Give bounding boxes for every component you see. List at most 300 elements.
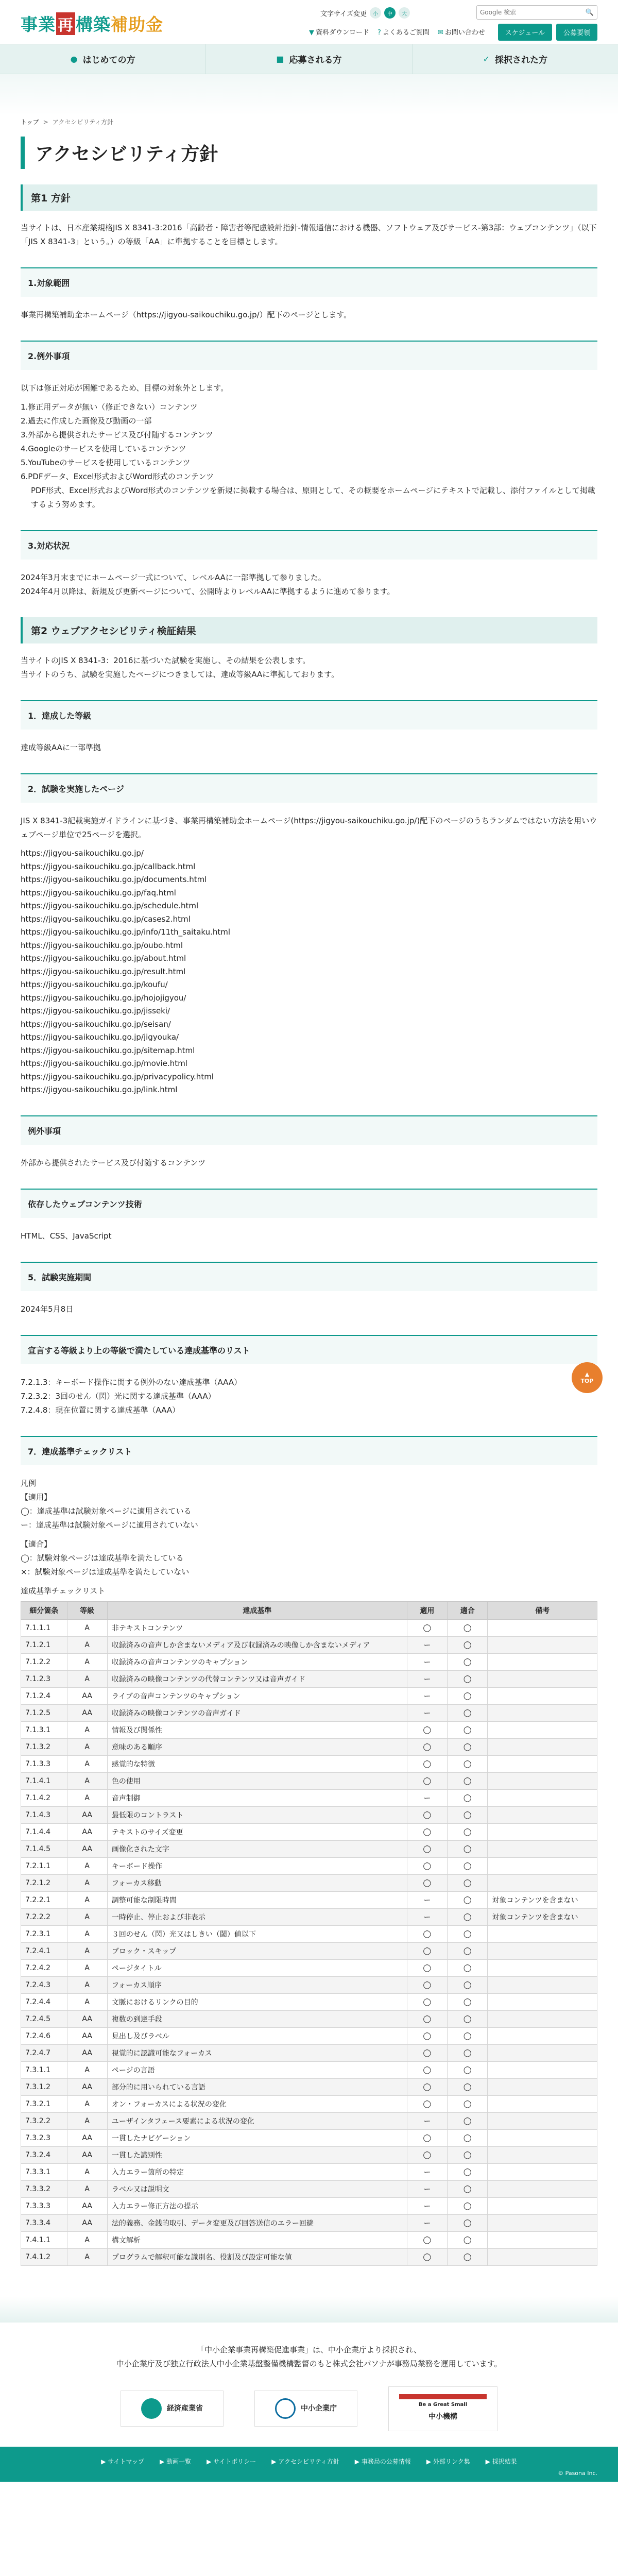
criterion-name: 一貫したナビゲーション: [107, 2129, 407, 2146]
download-label: 資料ダウンロード: [316, 29, 370, 37]
tested-page-url: https://jigyou-saikouchiku.go.jp/link.html: [21, 1085, 178, 1094]
table-row: [21, 2197, 597, 2214]
criterion-level: A: [67, 1857, 107, 1874]
conforms-mark: ◯: [448, 2112, 488, 2129]
criterion-name: 法的義務、金銭的取引、データ変更及び回答送信のエラー回避: [107, 2214, 407, 2231]
scope-text: 事業再構築補助金ホームページ（https://jigyou-saikouchiku.go.jp/）配下のページとします。: [21, 310, 352, 319]
criterion-id: 7.3.2.4: [21, 2146, 67, 2163]
criterion-level: A: [67, 1942, 107, 1959]
conforms-mark: ◯: [448, 1789, 488, 1806]
font-size-label: 文字サイズ変更: [320, 10, 367, 18]
criterion-name: 情報及び関係性: [107, 1721, 407, 1738]
criterion-name: 一貫した識別性: [107, 2146, 407, 2163]
legend-item: ×：試験対象ページは達成基準を満たしていない: [21, 1567, 190, 1577]
criterion-name: 非テキストコンテンツ: [107, 1619, 407, 1636]
list-item: 7.2.3.2：3回のせん（閃）光に関する達成基準（AAA）: [21, 1391, 216, 1401]
table-row: [21, 1687, 597, 1704]
conforms-mark: ◯: [448, 1976, 488, 1993]
remarks: [488, 1789, 597, 1806]
conforms-mark: ◯: [448, 1687, 488, 1704]
table-row: [21, 2078, 597, 2095]
criterion-level: A: [67, 2095, 107, 2112]
search-input[interactable]: [480, 9, 586, 16]
arrow-up-icon: ▲: [585, 1371, 590, 1378]
logo-text-1: 事業: [21, 14, 56, 35]
criterion-id: 7.4.1.1: [21, 2231, 67, 2248]
conforms-mark: ◯: [448, 2146, 488, 2163]
conforms-mark: ◯: [448, 2231, 488, 2248]
tested-page-url: https://jigyou-saikouchiku.go.jp/hojojigyou/: [21, 993, 186, 1003]
criterion-level: A: [67, 2061, 107, 2078]
applies-mark: ◯: [407, 1874, 447, 1891]
result-intro: 当サイトのうち、試験を実施したページにつきましては、達成等級AAに準拠しております。: [21, 670, 339, 679]
criterion-id: 7.1.4.1: [21, 1772, 67, 1789]
remarks: [488, 2248, 597, 2265]
remarks: [488, 2078, 597, 2095]
criterion-name: 意味のある順序: [107, 1738, 407, 1755]
conforms-mark: ◯: [448, 1857, 488, 1874]
footer-nav-link[interactable]: [426, 2457, 470, 2466]
criterion-level: AA: [67, 2129, 107, 2146]
tested-page-url: https://jigyou-saikouchiku.go.jp/privacypolicy.html: [21, 1072, 214, 1081]
check-icon: ✓: [483, 54, 490, 64]
list-item: 3.外部から提供されたサービス及び付随するコンテンツ: [21, 430, 213, 439]
criterion-id: 7.1.4.2: [21, 1789, 67, 1806]
contact-link[interactable]: [438, 27, 485, 37]
subsection-title: 依存したウェブコンテンツ技術: [21, 1189, 597, 1218]
table-row: [21, 2044, 597, 2061]
criterion-id: 7.1.3.3: [21, 1755, 67, 1772]
criterion-id: 7.2.3.1: [21, 1925, 67, 1942]
status-text: 2024年4月以降は、新規及び更新ページについて、公開時よりレベルAAに準拠するように進めて参ります。: [21, 587, 395, 596]
applies-mark: ◯: [407, 2061, 447, 2078]
contact-label: お問い合わせ: [444, 29, 485, 37]
legend-label: 【適合】: [21, 1539, 52, 1549]
remarks: [488, 1857, 597, 1874]
remarks: [488, 2061, 597, 2078]
breadcrumb-home[interactable]: トップ: [21, 118, 39, 126]
conforms-mark: ◯: [448, 1670, 488, 1687]
tech-text: HTML、CSS、JavaScript: [21, 1231, 112, 1241]
criterion-id: 7.1.2.4: [21, 1687, 67, 1704]
exceptions-list: [21, 400, 597, 512]
exceptions-intro: 以下は修正対応が困難であるため、目標の対象外とします。: [21, 383, 229, 393]
applies-mark: ◯: [407, 1976, 447, 1993]
table-row: [21, 2146, 597, 2163]
criterion-name: 色の使用: [107, 1772, 407, 1789]
page-top-button[interactable]: [572, 1362, 603, 1393]
meti-logo[interactable]: [121, 2391, 224, 2427]
criterion-id: 7.3.1.2: [21, 2078, 67, 2095]
criterion-id: 7.3.3.3: [21, 2197, 67, 2214]
table-row: [21, 1942, 597, 1959]
criterion-id: 7.1.2.1: [21, 1636, 67, 1653]
criterion-name: 収録済みの映像コンテンツの音声ガイド: [107, 1704, 407, 1721]
criterion-name: キーボード操作: [107, 1857, 407, 1874]
remarks: [488, 1670, 597, 1687]
column-header: 達成基準: [107, 1601, 407, 1619]
criterion-name: 画像化された文字: [107, 1840, 407, 1857]
table-row: [21, 1704, 597, 1721]
criterion-id: 7.2.2.2: [21, 1908, 67, 1925]
download-link[interactable]: [309, 27, 369, 37]
criterion-level: A: [67, 1653, 107, 1670]
applies-mark: ー: [407, 2214, 447, 2231]
applies-mark: ー: [407, 1704, 447, 1721]
criterion-id: 7.1.2.3: [21, 1670, 67, 1687]
criterion-level: AA: [67, 1823, 107, 1840]
conforms-mark: ◯: [448, 2163, 488, 2180]
remarks: [488, 1925, 597, 1942]
download-icon: ▼: [309, 29, 314, 37]
tested-page-url: https://jigyou-saikouchiku.go.jp/sitemap.html: [21, 1045, 195, 1055]
applies-mark: ー: [407, 1789, 447, 1806]
footer-text: 「中小企業事業再構築促進事業」は、中小企業庁より採択され、: [197, 2345, 421, 2354]
criterion-name: フォーカス移動: [107, 1874, 407, 1891]
applies-mark: ◯: [407, 2078, 447, 2095]
font-size-large-button[interactable]: 大: [399, 7, 410, 19]
applies-mark: ー: [407, 1908, 447, 1925]
remarks: [488, 1942, 597, 1959]
conforms-mark: ◯: [448, 1755, 488, 1772]
tested-page-url: https://jigyou-saikouchiku.go.jp/oubo.html: [21, 940, 183, 950]
arrow-right-icon: ▶: [485, 2458, 492, 2465]
subsection-title: 1.対象範囲: [21, 267, 597, 297]
mail-icon: ✉: [437, 29, 443, 37]
criterion-level: A: [67, 1959, 107, 1976]
conforms-mark: ◯: [448, 1823, 488, 1840]
table-row: [21, 1670, 597, 1687]
table-row: [21, 1925, 597, 1942]
footer-nav-link[interactable]: [355, 2457, 411, 2466]
tested-page-url: https://jigyou-saikouchiku.go.jp/: [21, 849, 144, 858]
table-row: [21, 1806, 597, 1823]
criterion-id: 7.3.2.1: [21, 2095, 67, 2112]
criterion-id: 7.3.3.4: [21, 2214, 67, 2231]
criterion-level: AA: [67, 2214, 107, 2231]
criterion-name: ブロック・スキップ: [107, 1942, 407, 1959]
legend-heading: 凡例: [21, 1478, 37, 1488]
arrow-right-icon: ▶: [101, 2458, 108, 2465]
applies-mark: ◯: [407, 2146, 447, 2163]
remarks: [488, 1619, 597, 1636]
remarks: [488, 2129, 597, 2146]
applies-mark: ◯: [407, 1925, 447, 1942]
conforms-mark: ◯: [448, 2010, 488, 2027]
conforms-mark: ◯: [448, 2214, 488, 2231]
criterion-level: A: [67, 1670, 107, 1687]
tested-page-url: https://jigyou-saikouchiku.go.jp/cases2.html: [21, 914, 191, 924]
arrow-right-icon: ▶: [354, 2458, 362, 2465]
criterion-level: A: [67, 2180, 107, 2197]
criterion-id: 7.1.2.2: [21, 1653, 67, 1670]
list-item: 4.Googleのサービスを使用しているコンテンツ: [21, 444, 186, 453]
above-criteria-list: [21, 1376, 597, 1417]
remarks: [488, 2010, 597, 2027]
nav-adopted[interactable]: [413, 44, 618, 74]
result-intro: 当サイトのJIS X 8341-3：2016に基づいた試験を実施し、その結果を公表します。: [21, 656, 311, 665]
table-row: [21, 2163, 597, 2180]
table-row: [21, 1874, 597, 1891]
remarks: [488, 1823, 597, 1840]
criterion-name: 調整可能な制限時間: [107, 1891, 407, 1908]
smrj-logo[interactable]: [388, 2386, 497, 2431]
criterion-level: A: [67, 2112, 107, 2129]
table-row: [21, 1721, 597, 1738]
footer-nav-label: アクセシビリティ方針: [278, 2458, 339, 2465]
column-header: 細分箇条: [21, 1601, 67, 1619]
subsection-title: 5．試験実施期間: [21, 1262, 597, 1291]
applies-mark: ー: [407, 1636, 447, 1653]
remarks: [488, 1721, 597, 1738]
nav-apply[interactable]: [206, 44, 412, 74]
guidelines-button[interactable]: 公募要領: [556, 24, 597, 41]
footer-nav-label: サイトマップ: [108, 2458, 144, 2465]
criterion-name: オン・フォーカスによる状況の変化: [107, 2095, 407, 2112]
remarks: [488, 2214, 597, 2231]
criterion-id: 7.1.4.4: [21, 1823, 67, 1840]
applies-mark: ー: [407, 1670, 447, 1687]
remarks: [488, 2180, 597, 2197]
column-header: 適用: [407, 1601, 447, 1619]
conforms-mark: ◯: [448, 2180, 488, 2197]
logo-text-2: 再: [56, 12, 75, 35]
legend-item: ー：達成基準は試験対象ページに適用されていない: [21, 1520, 198, 1530]
table-row: [21, 2010, 597, 2027]
table-row: [21, 2095, 597, 2112]
applies-mark: ◯: [407, 1993, 447, 2010]
remarks: [488, 2231, 597, 2248]
criterion-level: A: [67, 1738, 107, 1755]
footer-nav-label: 事務局の公募情報: [361, 2458, 411, 2465]
criterion-level: AA: [67, 2197, 107, 2214]
criterion-id: 7.2.4.5: [21, 2010, 67, 2027]
conforms-mark: ◯: [448, 1874, 488, 1891]
tested-page-url: https://jigyou-saikouchiku.go.jp/documents.html: [21, 875, 207, 884]
checklist-body: [21, 1619, 597, 2265]
criterion-level: AA: [67, 2010, 107, 2027]
table-row: [21, 1976, 597, 1993]
pages-text: JIS X 8341-3記載実施ガイドラインに基づき、事業再構築補助金ホームページ(https://jigyou-saikouchiku.go.jp/)配下のページのうちランダムではない方法を用いウェブページ単位で25ページを選択。: [21, 816, 597, 839]
policy-text: 当サイトは、日本産業規格JIS X 8341-3:2016「高齢者・障害者等配慮設計指針-情報通信における機器、ソフトウェア及びサービス-第3部：ウェブコンテンツ」（以下「JIS X 8341-3」という。）の等級「AA」に準拠することを目標とします。: [21, 223, 597, 246]
subsection-title: 1．達成した等級: [21, 700, 597, 730]
nav-first-time[interactable]: [0, 44, 206, 74]
criterion-level: A: [67, 1908, 107, 1925]
nav-label: 採択された方: [495, 55, 548, 65]
remarks: [488, 1993, 597, 2010]
table-row: [21, 1789, 597, 1806]
applies-mark: ◯: [407, 1755, 447, 1772]
footer-nav-link[interactable]: [486, 2457, 517, 2466]
criterion-id: 7.1.2.5: [21, 1704, 67, 1721]
criterion-level: A: [67, 1891, 107, 1908]
person-icon: ●: [70, 54, 78, 64]
table-row: [21, 1636, 597, 1653]
exceptions-text: 外部から提供されたサービス及び付随するコンテンツ: [21, 1158, 206, 1167]
applies-mark: ◯: [407, 1721, 447, 1738]
conforms-mark: ◯: [448, 1806, 488, 1823]
footer-wave: [0, 2297, 618, 2323]
tested-page-url: https://jigyou-saikouchiku.go.jp/faq.html: [21, 888, 176, 897]
applies-mark: ー: [407, 2180, 447, 2197]
criterion-name: ページタイトル: [107, 1959, 407, 1976]
remarks: [488, 2146, 597, 2163]
criterion-id: 7.2.1.1: [21, 1857, 67, 1874]
criterion-level: A: [67, 2248, 107, 2265]
main-content: [21, 115, 597, 2266]
tested-pages-list: [21, 847, 597, 1097]
footer-nav-link[interactable]: [160, 2457, 191, 2466]
criterion-level: A: [67, 1976, 107, 1993]
criterion-name: 入力エラー箇所の特定: [107, 2163, 407, 2180]
sme-agency-logo[interactable]: [254, 2391, 357, 2427]
font-size-small-button[interactable]: 小: [370, 7, 381, 19]
table-caption: 達成基準チェックリスト: [21, 1586, 106, 1596]
logo-text-4: 補助金: [111, 14, 163, 35]
criterion-name: ユーザインタフェース要素による状況の変化: [107, 2112, 407, 2129]
conforms-mark: ◯: [448, 1840, 488, 1857]
remarks: [488, 1976, 597, 1993]
copyright: © Pasona Inc.: [0, 2470, 618, 2482]
conforms-mark: ◯: [448, 2027, 488, 2044]
criterion-id: 7.1.3.2: [21, 1738, 67, 1755]
remarks: [488, 1840, 597, 1857]
applies-mark: ◯: [407, 2010, 447, 2027]
conforms-mark: ◯: [448, 1942, 488, 1959]
applies-mark: ◯: [407, 1823, 447, 1840]
list-item: 5.YouTubeのサービスを使用しているコンテンツ: [21, 458, 191, 467]
criterion-name: 部分的に用いられている言語: [107, 2078, 407, 2095]
table-row: [21, 1993, 597, 2010]
list-item-note: PDF形式、Excel形式およびWord形式のコンテンツを新規に掲載する場合は、原則として、その概要をホームページにテキストで記載し、添付ファイルとして掲載するよう努めます。: [31, 486, 595, 509]
tested-page-url: https://jigyou-saikouchiku.go.jp/callback.html: [21, 861, 196, 871]
arrow-right-icon: ▶: [271, 2458, 279, 2465]
criterion-name: 収録済みの音声コンテンツのキャプション: [107, 1653, 407, 1670]
conforms-mark: ◯: [448, 2061, 488, 2078]
criterion-name: テキストのサイズ変更: [107, 1823, 407, 1840]
criterion-id: 7.3.3.2: [21, 2180, 67, 2197]
applies-mark: ◯: [407, 1959, 447, 1976]
list-item: 6.PDFデータ、Excel形式およびWord形式のコンテンツ: [21, 472, 214, 481]
criterion-name: 文脈におけるリンクの目的: [107, 1993, 407, 2010]
criterion-name: 収録済みの映像コンテンツの代替コンテンツ又は音声ガイド: [107, 1670, 407, 1687]
remarks: [488, 1704, 597, 1721]
remarks: [488, 2027, 597, 2044]
conforms-mark: ◯: [448, 1772, 488, 1789]
legend-item: ◯：達成基準は試験対象ページに適用されている: [21, 1506, 192, 1516]
table-row: [21, 1738, 597, 1755]
criterion-id: 7.2.4.6: [21, 2027, 67, 2044]
criterion-name: ライブの音声コンテンツのキャプション: [107, 1687, 407, 1704]
criterion-name: 感覚的な特徴: [107, 1755, 407, 1772]
font-size-medium-button[interactable]: 中: [384, 7, 396, 19]
remarks: [488, 2163, 597, 2180]
criterion-id: 7.3.3.1: [21, 2163, 67, 2180]
criterion-level: A: [67, 1619, 107, 1636]
legend: [21, 1477, 597, 1598]
table-row: [21, 2180, 597, 2197]
remarks: 対象コンテンツを含まない: [488, 1891, 597, 1908]
criterion-name: 見出し及びラベル: [107, 2027, 407, 2044]
remarks: [488, 2112, 597, 2129]
table-row: [21, 2027, 597, 2044]
footer-nav-link[interactable]: [101, 2457, 144, 2466]
criterion-name: 音声制御: [107, 1789, 407, 1806]
footer-nav: [0, 2447, 618, 2470]
search-icon[interactable]: 🔍: [585, 8, 594, 16]
conforms-mark: ◯: [448, 1959, 488, 1976]
applies-mark: ◯: [407, 1840, 447, 1857]
subsection-title: 宣言する等級より上の等級で満たしている達成基準のリスト: [21, 1335, 597, 1364]
criterion-level: A: [67, 2163, 107, 2180]
applies-mark: ー: [407, 1653, 447, 1670]
applies-mark: ◯: [407, 2095, 447, 2112]
logo-label: 中小機構: [428, 2412, 457, 2421]
list-item: 1.修正用データが無い（修正できない）コンテンツ: [21, 402, 198, 412]
criterion-name: 構文解析: [107, 2231, 407, 2248]
tested-page-url: https://jigyou-saikouchiku.go.jp/koufu/: [21, 980, 168, 989]
applies-mark: ー: [407, 1891, 447, 1908]
section-title: 第2 ウェブアクセシビリティ検証結果: [21, 617, 597, 643]
header-links: [309, 27, 485, 37]
faq-label: よくあるご質問: [382, 29, 430, 37]
remarks: [488, 1959, 597, 1976]
nav-label: 応募される方: [289, 55, 342, 65]
global-nav: [0, 44, 618, 74]
header-wave: [0, 74, 618, 115]
criterion-level: A: [67, 1993, 107, 2010]
column-header: 等級: [67, 1601, 107, 1619]
criterion-level: AA: [67, 1704, 107, 1721]
criterion-id: 7.4.1.2: [21, 2248, 67, 2265]
conforms-mark: ◯: [448, 1891, 488, 1908]
table-row: [21, 1823, 597, 1840]
table-row: [21, 1755, 597, 1772]
logo-label: 中小企業庁: [301, 2404, 337, 2413]
schedule-button[interactable]: スケジュール: [498, 24, 552, 41]
applies-mark: ◯: [407, 2044, 447, 2061]
breadcrumb-current: アクセシビリティ方針: [52, 118, 114, 126]
conforms-mark: ◯: [448, 1925, 488, 1942]
criterion-id: 7.1.3.1: [21, 1721, 67, 1738]
table-row: [21, 2112, 597, 2129]
logo-label: 経済産業省: [167, 2404, 203, 2413]
conforms-mark: ◯: [448, 1908, 488, 1925]
remarks: 対象コンテンツを含まない: [488, 1908, 597, 1925]
period-text: 2024年5月8日: [21, 1304, 74, 1314]
applies-mark: ◯: [407, 2129, 447, 2146]
applies-mark: ー: [407, 2197, 447, 2214]
font-size-switcher: [320, 7, 410, 19]
applies-mark: ◯: [407, 2231, 447, 2248]
footer-nav-link[interactable]: [207, 2457, 256, 2466]
site-header: [0, 0, 618, 44]
sme-mark-icon: [275, 2398, 296, 2419]
criterion-level: A: [67, 1636, 107, 1653]
conforms-mark: ◯: [448, 2078, 488, 2095]
conforms-mark: ◯: [448, 1636, 488, 1653]
site-logo[interactable]: [21, 11, 163, 36]
applies-mark: ◯: [407, 1772, 447, 1789]
faq-link[interactable]: [377, 27, 430, 37]
remarks: [488, 1636, 597, 1653]
criterion-id: 7.1.4.3: [21, 1806, 67, 1823]
arrow-right-icon: ▶: [426, 2458, 433, 2465]
conforms-mark: ◯: [448, 1993, 488, 2010]
logo-sub-label: Be a Great Small: [418, 2401, 468, 2408]
footer-nav-link[interactable]: [271, 2457, 339, 2466]
logo-text-3: 構築: [76, 14, 111, 35]
